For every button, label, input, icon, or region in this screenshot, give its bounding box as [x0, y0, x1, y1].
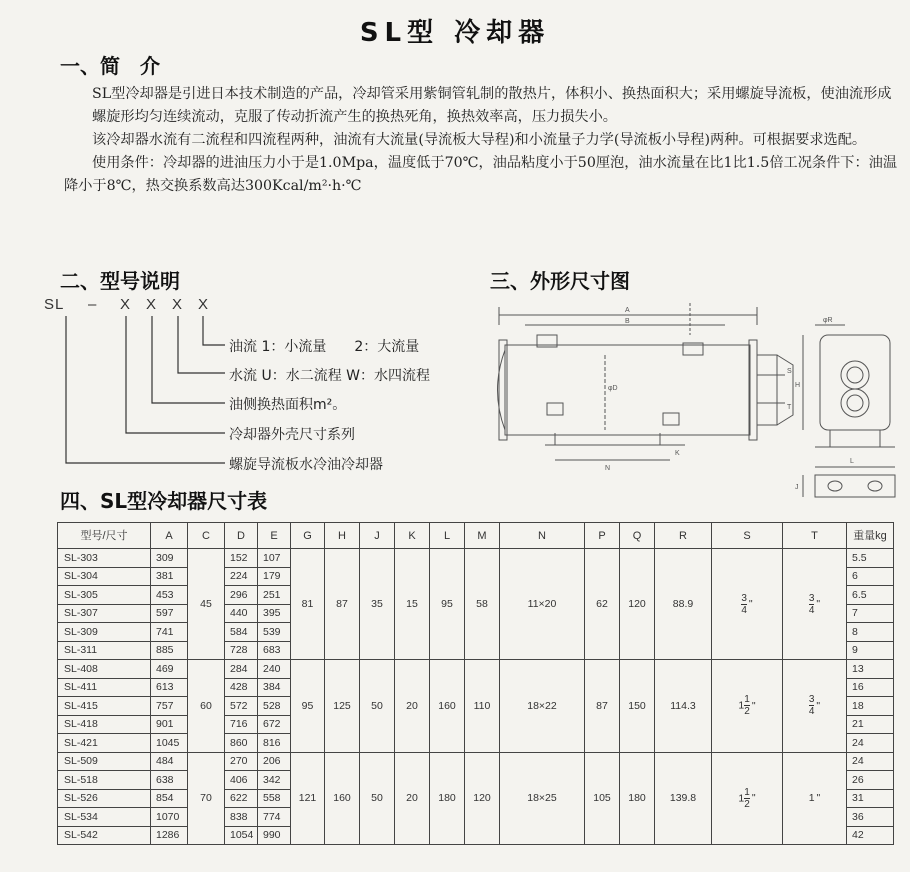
dim-label-s: S — [787, 368, 792, 375]
cell-h: 125 — [325, 660, 360, 753]
cell-h: 160 — [325, 752, 360, 845]
cell-model: SL-411 — [58, 678, 151, 697]
page-title: SL型 冷却器 — [359, 18, 551, 48]
cooler-body-side-view — [505, 345, 750, 435]
intro-paragraph-3: 使用条件：冷却器的进油压力小于是1.0Mpa，温度低于70℃，油品粘度小于50厘泡，油水流量在比1比1.5倍工况条件下：油温降小于8℃，热交换系数高达300Kcal/m²·h·℃ — [64, 155, 898, 194]
cell-s — [712, 549, 783, 660]
cell-d: 838 — [225, 808, 258, 827]
table-header-row — [58, 523, 894, 549]
header-t: T — [783, 523, 847, 549]
cell-d: 860 — [225, 734, 258, 753]
cell-weight: 24 — [847, 734, 894, 753]
cell-a: 885 — [151, 641, 188, 660]
cell-d: 1054 — [225, 826, 258, 845]
cell-h: 87 — [325, 549, 360, 660]
cell-a: 638 — [151, 771, 188, 790]
cell-model: SL-408 — [58, 660, 151, 679]
table-row — [58, 549, 894, 568]
s-fraction — [744, 694, 750, 717]
s-numerator: 1 — [744, 786, 750, 798]
t-numerator: 3 — [808, 592, 815, 604]
cell-weight: 6 — [847, 567, 894, 586]
cell-g: 81 — [291, 549, 325, 660]
s-numerator: 1 — [744, 694, 750, 706]
cell-t — [783, 549, 847, 660]
dim-label-a: A — [625, 307, 630, 314]
legend-oil-flow: 油流 1：小流量 2：大流量 — [229, 339, 420, 355]
cell-r: 114.3 — [655, 660, 712, 753]
cell-j: 50 — [360, 752, 395, 845]
cell-weight: 5.5 — [847, 549, 894, 568]
cell-n: 11×20 — [500, 549, 585, 660]
header-p: P — [585, 523, 620, 549]
s-denominator: 2 — [744, 798, 750, 810]
cell-model: SL-309 — [58, 623, 151, 642]
cell-a: 381 — [151, 567, 188, 586]
model-code-x4: X — [198, 296, 210, 313]
cell-m: 120 — [465, 752, 500, 845]
cell-e: 816 — [258, 734, 291, 753]
cell-e: 539 — [258, 623, 291, 642]
cell-a: 597 — [151, 604, 188, 623]
cell-a: 1045 — [151, 734, 188, 753]
cell-model: SL-518 — [58, 771, 151, 790]
s-fraction — [744, 787, 750, 810]
legend-water-flow: 水流 U：水二流程 W：水四流程 — [229, 368, 430, 384]
cell-model: SL-509 — [58, 752, 151, 771]
table-row — [58, 660, 894, 679]
cell-a: 1070 — [151, 808, 188, 827]
header-model: 型号/尺寸 — [58, 523, 151, 549]
dim-label-h: H — [795, 382, 801, 389]
section-drawing-heading: 三、外形尺寸图 — [490, 269, 630, 293]
header-s: S — [712, 523, 783, 549]
cell-l: 95 — [430, 549, 465, 660]
cell-d: 224 — [225, 567, 258, 586]
header-q: Q — [620, 523, 655, 549]
cell-model: SL-311 — [58, 641, 151, 660]
cell-e: 528 — [258, 697, 291, 716]
cell-weight: 31 — [847, 789, 894, 808]
section-intro-heading: 一、简 介 — [60, 54, 160, 78]
cell-n: 18×25 — [500, 752, 585, 845]
cell-model: SL-421 — [58, 734, 151, 753]
model-code-dash: – — [88, 296, 98, 313]
model-code-prefix: SL — [44, 296, 65, 313]
cell-d: 440 — [225, 604, 258, 623]
cell-a: 469 — [151, 660, 188, 679]
cell-e: 240 — [258, 660, 291, 679]
cell-d: 152 — [225, 549, 258, 568]
model-code-x3: X — [172, 296, 184, 313]
header-l: L — [430, 523, 465, 549]
cell-d: 270 — [225, 752, 258, 771]
s-denominator: 4 — [741, 604, 747, 616]
s-unit: " — [748, 597, 753, 610]
header-a: A — [151, 523, 188, 549]
cell-model: SL-526 — [58, 789, 151, 808]
cell-a: 1286 — [151, 826, 188, 845]
outline-drawing — [485, 295, 905, 510]
s-whole: 1 — [738, 699, 745, 712]
cell-a: 309 — [151, 549, 188, 568]
cell-k: 20 — [395, 660, 430, 753]
cell-p: 105 — [585, 752, 620, 845]
t-fraction — [809, 694, 815, 717]
cell-a: 757 — [151, 697, 188, 716]
header-r: R — [655, 523, 712, 549]
cell-l: 160 — [430, 660, 465, 753]
cell-weight: 6.5 — [847, 586, 894, 605]
cell-r: 139.8 — [655, 752, 712, 845]
legend-shell-series: 冷却器外壳尺寸系列 — [229, 427, 355, 443]
cell-e: 251 — [258, 586, 291, 605]
dim-label-j: J — [795, 484, 799, 491]
cell-a: 484 — [151, 752, 188, 771]
dim-label-t: T — [787, 404, 792, 411]
cell-model: SL-305 — [58, 586, 151, 605]
cell-n: 18×22 — [500, 660, 585, 753]
cell-weight: 36 — [847, 808, 894, 827]
cell-weight: 24 — [847, 752, 894, 771]
cell-weight: 13 — [847, 660, 894, 679]
cell-m: 110 — [465, 660, 500, 753]
dim-label-n: N — [605, 465, 611, 472]
cell-a: 741 — [151, 623, 188, 642]
cell-e: 672 — [258, 715, 291, 734]
header-k: K — [395, 523, 430, 549]
header-h: H — [325, 523, 360, 549]
cell-c: 45 — [188, 549, 225, 660]
cell-e: 395 — [258, 604, 291, 623]
cell-t — [783, 752, 847, 845]
cell-c: 60 — [188, 660, 225, 753]
section-table-heading: 四、SL型冷却器尺寸表 — [60, 489, 268, 513]
s-denominator: 2 — [744, 706, 750, 718]
header-weight: 重量kg — [847, 523, 894, 549]
cell-a: 613 — [151, 678, 188, 697]
cell-e: 683 — [258, 641, 291, 660]
cell-j: 50 — [360, 660, 395, 753]
cell-model: SL-418 — [58, 715, 151, 734]
cell-q: 180 — [620, 752, 655, 845]
t-denominator: 4 — [808, 604, 815, 616]
header-g: G — [291, 523, 325, 549]
cell-weight: 42 — [847, 826, 894, 845]
cell-k: 15 — [395, 549, 430, 660]
cell-e: 990 — [258, 826, 291, 845]
legend-heat-area: 油侧换热面积m²。 — [229, 397, 347, 413]
cell-e: 179 — [258, 567, 291, 586]
t-denominator: 4 — [808, 706, 815, 718]
table-row — [58, 752, 894, 771]
cell-q: 150 — [620, 660, 655, 753]
cell-weight: 26 — [847, 771, 894, 790]
cell-model: SL-534 — [58, 808, 151, 827]
dim-label-k: K — [675, 450, 680, 457]
cell-model: SL-415 — [58, 697, 151, 716]
cell-c: 70 — [188, 752, 225, 845]
legend-cooler-type: 螺旋导流板水冷油冷却器 — [229, 457, 383, 473]
dim-label-l: L — [850, 458, 854, 465]
cell-weight: 21 — [847, 715, 894, 734]
cell-a: 901 — [151, 715, 188, 734]
cell-weight: 9 — [847, 641, 894, 660]
cell-weight: 8 — [847, 623, 894, 642]
cell-d: 584 — [225, 623, 258, 642]
header-m: M — [465, 523, 500, 549]
cell-e: 774 — [258, 808, 291, 827]
cell-d: 728 — [225, 641, 258, 660]
cell-s — [712, 660, 783, 753]
cell-d: 572 — [225, 697, 258, 716]
s-unit: " — [751, 792, 756, 805]
cell-d: 284 — [225, 660, 258, 679]
header-n: N — [500, 523, 585, 549]
intro-paragraph-1: SL型冷却器是引进日本技术制造的产品，冷却管采用紫铜管轧制的散热片，体积小、换热面积大；采用螺旋导流板，使油流形成螺旋形均匀连续流动，克服了传动折流产生的换热死角，换热效率高，压力损失小。 — [92, 86, 892, 125]
cell-e: 342 — [258, 771, 291, 790]
section-model-heading: 二、型号说明 — [60, 269, 180, 293]
s-unit: " — [751, 699, 756, 712]
cell-g: 95 — [291, 660, 325, 753]
cell-k: 20 — [395, 752, 430, 845]
header-j: J — [360, 523, 395, 549]
model-code-x1: X — [120, 296, 132, 313]
cell-weight: 16 — [847, 678, 894, 697]
s-numerator: 3 — [741, 592, 747, 604]
header-d: D — [225, 523, 258, 549]
cell-model: SL-304 — [58, 567, 151, 586]
cell-e: 384 — [258, 678, 291, 697]
cell-e: 107 — [258, 549, 291, 568]
cell-a: 453 — [151, 586, 188, 605]
s-whole: 1 — [738, 792, 745, 805]
t-numerator: 3 — [808, 694, 815, 706]
t-fraction — [809, 593, 815, 616]
t-unit: " — [816, 699, 821, 712]
t-whole: 1 — [808, 792, 815, 805]
cell-d: 296 — [225, 586, 258, 605]
header-e: E — [258, 523, 291, 549]
cell-t — [783, 660, 847, 753]
dim-label-b: B — [625, 318, 630, 325]
t-unit: " — [816, 792, 821, 805]
cell-weight: 7 — [847, 604, 894, 623]
cell-d: 406 — [225, 771, 258, 790]
cell-d: 428 — [225, 678, 258, 697]
header-c: C — [188, 523, 225, 549]
cell-m: 58 — [465, 549, 500, 660]
cell-p: 62 — [585, 549, 620, 660]
cell-r: 88.9 — [655, 549, 712, 660]
cell-q: 120 — [620, 549, 655, 660]
cell-l: 180 — [430, 752, 465, 845]
model-code-x2: X — [146, 296, 158, 313]
t-unit: " — [816, 597, 821, 610]
cell-model: SL-307 — [58, 604, 151, 623]
cell-a: 854 — [151, 789, 188, 808]
s-fraction — [741, 593, 747, 616]
dimension-table — [57, 522, 894, 845]
cell-weight: 18 — [847, 697, 894, 716]
cell-j: 35 — [360, 549, 395, 660]
dim-label-r: φR — [823, 317, 833, 324]
cell-p: 87 — [585, 660, 620, 753]
dim-label-d: φD — [608, 385, 618, 392]
cell-s — [712, 752, 783, 845]
cell-g: 121 — [291, 752, 325, 845]
cell-model: SL-542 — [58, 826, 151, 845]
cell-d: 622 — [225, 789, 258, 808]
intro-paragraph-2: 该冷却器水流有二流程和四流程两种，油流有大流量(导流板大导程)和小流量子力学(导流板小导程)两种。可根据要求选配。 — [92, 132, 867, 148]
cell-d: 716 — [225, 715, 258, 734]
cell-model: SL-303 — [58, 549, 151, 568]
cell-e: 206 — [258, 752, 291, 771]
cell-e: 558 — [258, 789, 291, 808]
